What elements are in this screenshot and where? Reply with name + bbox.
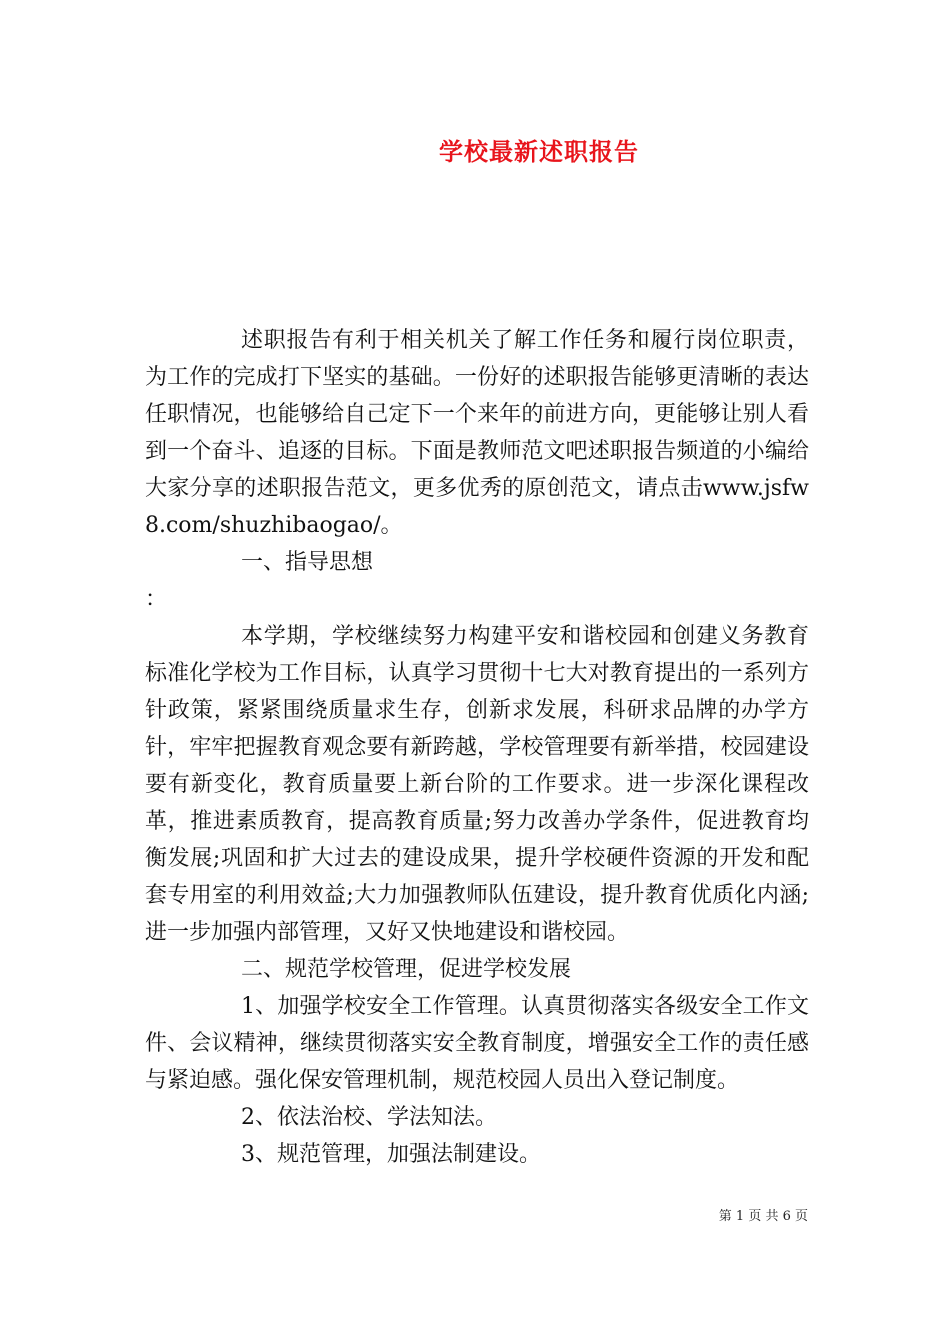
guiding-ideology-paragraph: 本学期，学校继续努力构建平安和谐校园和创建义务教育标准化学校为工作目标，认真学习贯彻十七大对教育提出的一系列方针政策，紧紧围绕质量求生存，创新求发展，科研求品牌的办学方针，牢牢把握教育观念要有新跨越，学校管理要有新举措，校园建设要有新变化，教育质量要上新台阶的工作要求。进一步深化课程改革，推进素质教育，提高教育质量;努力改善办学条件，促进教育均衡发展;巩固和扩大过去的建设成果，提升学校硬件资源的开发和配套专用室的利用效益;大力加强教师队伍建设，提升教育优质化内涵;进一步加强内部管理，又好又快地建设和谐校园。 bbox=[145, 624, 809, 945]
item-rule-of-law: 2、依法治校、学法知法。 bbox=[241, 1105, 497, 1130]
section-heading-guiding-ideology: 一、指导思想 bbox=[241, 550, 374, 575]
document-body bbox=[145, 322, 809, 1173]
page-number-footer: 第 1 页 共 6 页 bbox=[718, 1209, 808, 1224]
item-safety-management: 1、加强学校安全工作管理。认真贯彻落实各级安全工作文件、会议精神，继续贯彻落实安全教育制度，增强安全工作的责任感与紧迫感。强化保安管理机制，规范校园人员出入登记制度。 bbox=[145, 994, 809, 1093]
document-title: 学校最新述职报告 bbox=[439, 137, 639, 166]
intro-paragraph: 述职报告有利于相关机关了解工作任务和履行岗位职责，为工作的完成打下坚实的基础。一份好的述职报告能够更清晰的表达任职情况，也能够给自己定下一个来年的前进方向，更能够让别人看到一个奋斗、追逐的目标。下面是教师范文吧述职报告频道的小编给大家分享的述职报告范文，更多优秀的原创范文，请点击www.jsfw8.com/shuzhibaogao/。 bbox=[145, 328, 809, 538]
section-heading-management: 二、规范学校管理，促进学校发展 bbox=[241, 957, 572, 982]
item-standardized-management: 3、规范管理，加强法制建设。 bbox=[241, 1142, 541, 1167]
colon-line: ： bbox=[145, 587, 168, 612]
